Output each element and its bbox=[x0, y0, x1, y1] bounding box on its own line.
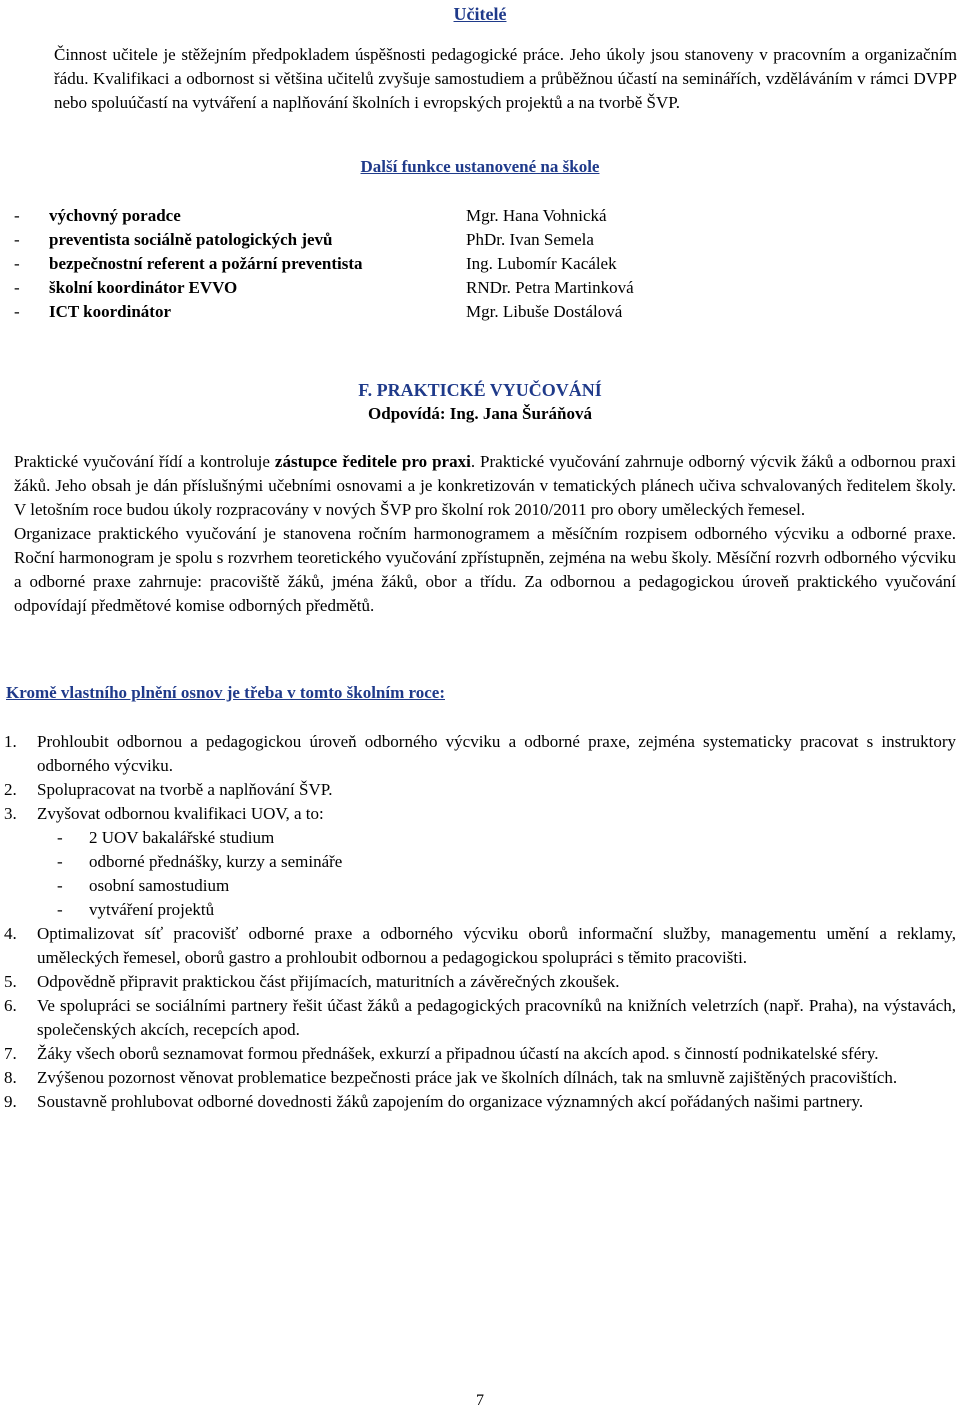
goal-number: 1. bbox=[4, 732, 17, 751]
goal-number: 6. bbox=[4, 996, 17, 1015]
goal-item bbox=[0, 922, 956, 970]
section-title: Učitelé bbox=[453, 4, 507, 24]
section-f-responsible: Odpovídá: Ing. Jana Šuráňová bbox=[368, 404, 592, 423]
function-row bbox=[14, 276, 914, 300]
goal-number: 3. bbox=[4, 804, 17, 823]
goal-subitem bbox=[37, 826, 956, 850]
goal-item bbox=[0, 778, 956, 802]
section-f-title: F. PRAKTICKÉ VYUČOVÁNÍ bbox=[358, 380, 602, 400]
goal-sublist bbox=[37, 826, 956, 922]
function-role: výchovný poradce bbox=[49, 206, 181, 225]
body-p1-post: . Praktické vyučování zahrnuje odborný výcvik žáků a odbornou praxi žáků. Jeho obsah je dán příslušnými učebními osnovami a je konkretizován v tematických plánech učiva schvalovaných ředitelem školy. V letošním roce budou úkoly rozpracovány v nových ŠVP pro školní rok 2010/2011 pro obory uměleckých řemesel. bbox=[14, 452, 956, 519]
goal-number: 5. bbox=[4, 972, 17, 991]
intro-paragraph: Činnost učitele je stěžejním předpokladem úspěšnosti pedagogické práce. Jeho úkoly jsou stanoveny v pracovním a organizačním řádu. Kvalifikaci a odbornost si většina učitelů zvyšuje samostudiem a průběžnou účastí na seminářích, vzděláváním v rámci DVPP nebo spoluúčastí na vytváření a naplňování školních i evropských projektů a na tvorbě ŠVP. bbox=[54, 45, 957, 112]
goal-item bbox=[0, 802, 956, 922]
function-person: Mgr. Hana Vohnická bbox=[466, 206, 607, 225]
function-person: Mgr. Libuše Dostálová bbox=[466, 302, 623, 321]
goals-list bbox=[0, 730, 956, 1114]
list-dash: - bbox=[57, 900, 63, 919]
functions-list bbox=[14, 204, 914, 324]
function-row bbox=[14, 252, 914, 276]
list-dash: - bbox=[14, 206, 20, 225]
list-dash: - bbox=[57, 828, 63, 847]
goal-subitem-text: osobní samostudium bbox=[89, 876, 230, 895]
body-p1-bold: zástupce ředitele pro praxi bbox=[274, 452, 471, 471]
goal-item bbox=[0, 994, 956, 1042]
list-dash: - bbox=[14, 302, 20, 321]
function-role: preventista sociálně patologických jevů bbox=[49, 230, 333, 249]
goal-text: Spolupracovat na tvorbě a naplňování ŠVP. bbox=[37, 780, 333, 799]
body-paragraph-1 bbox=[14, 450, 956, 522]
goal-text: Zvyšovat odbornou kvalifikaci UOV, a to: bbox=[37, 804, 324, 823]
page-number: 7 bbox=[476, 1392, 484, 1409]
goal-text: Optimalizovat síť pracovišť odborné praxe a odborného výcviku oborů informační služby, managementu umění a reklamy, uměleckých řemesel, oborů gastro a prohloubit odbornou a pedagogickou spolupráci s těmito pracovišti. bbox=[37, 924, 956, 967]
goal-subitem-text: odborné přednášky, kurzy a semináře bbox=[89, 852, 343, 871]
list-dash: - bbox=[57, 852, 63, 871]
goal-item bbox=[0, 1042, 956, 1066]
function-person: RNDr. Petra Martinková bbox=[466, 278, 634, 297]
function-row bbox=[14, 300, 914, 324]
goal-item bbox=[0, 970, 956, 994]
goal-item bbox=[0, 1066, 956, 1090]
goal-item bbox=[0, 730, 956, 778]
goal-subitem-text: vytváření projektů bbox=[89, 900, 215, 919]
goal-number: 4. bbox=[4, 924, 17, 943]
list-dash: - bbox=[14, 278, 20, 297]
function-role: ICT koordinátor bbox=[49, 302, 172, 321]
goal-number: 7. bbox=[4, 1044, 17, 1063]
goal-number: 9. bbox=[4, 1092, 17, 1111]
section-f-body bbox=[14, 450, 956, 618]
function-person: Ing. Lubomír Kacálek bbox=[466, 254, 617, 273]
function-role: bezpečnostní referent a požární preventista bbox=[49, 254, 363, 273]
list-dash: - bbox=[57, 876, 63, 895]
goal-item bbox=[0, 1090, 956, 1114]
body-p1-pre: Praktické vyučování řídí a kontroluje bbox=[14, 452, 275, 471]
goals-heading: Kromě vlastního plnění osnov je třeba v tomto školním roce: bbox=[6, 683, 445, 702]
goal-text: Zvýšenou pozornost věnovat problematice bezpečnosti práce jak ve školních dílnách, tak na smluvně zajištěných pracovištích. bbox=[37, 1068, 898, 1087]
goal-text: Prohloubit odbornou a pedagogickou úroveň odborného výcviku a odborné praxe, zejména systematicky pracovat s instruktory odborného výcviku. bbox=[37, 732, 956, 775]
list-dash: - bbox=[14, 254, 20, 273]
goal-subitem bbox=[37, 850, 956, 874]
goal-subitem bbox=[37, 874, 956, 898]
function-row bbox=[14, 204, 914, 228]
goal-text: Odpovědně připravit praktickou část přijímacích, maturitních a závěrečných zkoušek. bbox=[37, 972, 620, 991]
goal-text: Soustavně prohlubovat odborné dovednosti žáků zapojením do organizace významných akcí pořádaných našimi partnery. bbox=[37, 1092, 864, 1111]
function-person: PhDr. Ivan Semela bbox=[466, 230, 594, 249]
goal-number: 8. bbox=[4, 1068, 17, 1087]
goal-text: Žáky všech oborů seznamovat formou přednášek, exkurzí a připadnou účastí na akcích apod. s činností podnikatelské sféry. bbox=[37, 1044, 879, 1063]
list-dash: - bbox=[14, 230, 20, 249]
goal-number: 2. bbox=[4, 780, 17, 799]
section-f-header bbox=[0, 378, 960, 426]
goal-subitem-text: 2 UOV bakalářské studium bbox=[89, 828, 275, 847]
function-row bbox=[14, 228, 914, 252]
body-paragraph-2: Organizace praktického vyučování je stanovena ročním harmonogramem a měsíčním rozpisem odborného výcviku a odborné praxe. Roční harmonogram je spolu s rozvrhem teoretického vyučování zpřístupněn, zejména na webu školy. Měsíční rozvrh odborného výcviku a odborné praxe zahrnuje: pracoviště žáků, jména žáků, obor a třídu. Za odbornou a pedagogickou úroveň praktického vyučování odpovídají předmětové komise odborných předmětů. bbox=[14, 524, 956, 615]
goal-subitem bbox=[37, 898, 956, 922]
functions-heading: Další funkce ustanovené na škole bbox=[360, 157, 600, 176]
function-role: školní koordinátor EVVO bbox=[49, 278, 238, 297]
goal-text: Ve spolupráci se sociálními partnery řešit účast žáků a pedagogických pracovníků na knižních veletrzích (např. Praha), na výstavách, společenských akcích, recepcích apod. bbox=[37, 996, 956, 1039]
